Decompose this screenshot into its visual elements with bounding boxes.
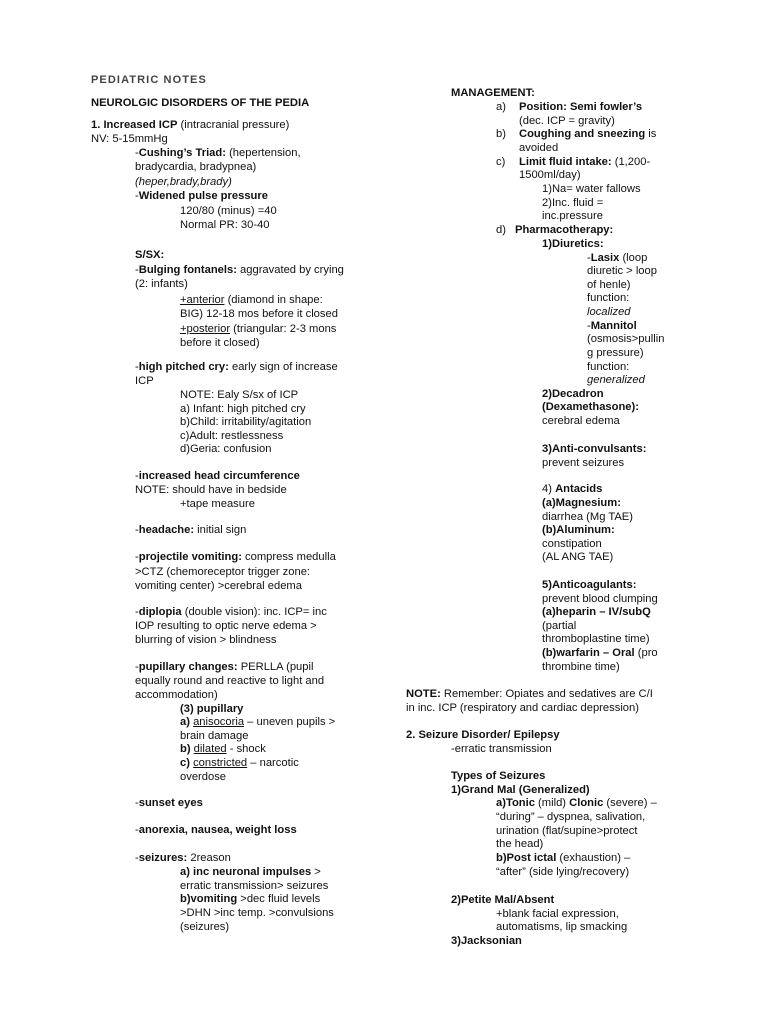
text-run: is (645, 128, 657, 140)
text-run: - (135, 361, 139, 373)
page-header: PEDIATRIC NOTES (91, 74, 207, 86)
right-line-inc-pressure (542, 210, 603, 224)
text-run: accommodation) (135, 689, 218, 701)
left-line-anorexia-nausea-weight-loss (135, 824, 297, 838)
text-run: c) (180, 757, 190, 769)
left-line-b-vomiting-dec-fluid-levels (180, 893, 320, 907)
text-run: c)Adult: restlessness (180, 430, 284, 442)
left-line-brain-damage (180, 730, 248, 744)
text-run: 2)Inc. fluid = (542, 197, 604, 209)
right-line-after-side-lying-recovery (496, 866, 629, 880)
text-run: Remember: Opiates and sedatives are C/I (440, 688, 653, 700)
text-run: (AL ANG TAE) (542, 551, 614, 563)
text-run: NV: 5-15mmHg (91, 133, 168, 145)
left-line-seizures-2reason (135, 852, 231, 866)
right-line-a-magnesium (542, 497, 621, 511)
text-run: IOP resulting to optic nerve edema > (135, 620, 317, 632)
text-run: (3) pupillary (180, 703, 244, 715)
text-run: 5)Anticoagulants: (542, 579, 637, 591)
text-run: NOTE: (406, 688, 441, 700)
text-run: 2)Petite Mal/Absent (451, 894, 555, 906)
text-run: - (135, 551, 139, 563)
text-run: -erratic transmission (451, 743, 552, 755)
right-line-b-warfarin-oral-pro (542, 647, 658, 661)
text-run: a) (496, 101, 506, 113)
left-line-high-pitched-cry-early-sign-of (135, 361, 338, 375)
text-run: aggravated by crying (236, 264, 344, 276)
left-line-normal-pr-30-40 (180, 219, 270, 233)
text-run: inc.pressure (542, 210, 603, 222)
text-run: projectile vomiting: (138, 551, 242, 563)
right-line-diarrhea-mg-tae (542, 511, 633, 525)
text-run: a)Tonic (496, 797, 535, 809)
text-run: (a)Magnesium: (542, 497, 621, 509)
text-run: 1500ml/day) (519, 169, 581, 181)
left-line-bradycardia-bradypnea (135, 161, 256, 175)
text-run: diarrhea (Mg TAE) (542, 511, 633, 523)
text-run: >CTZ (chemoreceptor trigger zone: (135, 566, 311, 578)
right-line-partial (542, 620, 576, 634)
text-run: headache: (138, 524, 195, 536)
left-line-cushing-s-triad-hepertension (135, 147, 301, 161)
text-run: +blank facial expression, (496, 908, 619, 920)
text-run: - (587, 252, 591, 264)
left-line-headache-initial-sign (135, 524, 246, 538)
left-line-diplopia-double-vision-inc-icp (135, 606, 327, 620)
left-line-b-child-irritability-agitation (180, 416, 311, 430)
text-run: >dec fluid levels (237, 893, 321, 905)
text-run: (triangular: 2-3 mons (230, 323, 337, 335)
text-run: S/SX: (135, 249, 165, 261)
left-line-accommodation (135, 689, 218, 703)
text-run: “during” – dyspnea, salivation, (496, 811, 646, 823)
text-run: compress medulla (241, 551, 336, 563)
left-line-s-sx (135, 249, 164, 263)
text-run: - (135, 852, 139, 864)
right-line-d (496, 224, 506, 238)
text-run: Bulging fontanels: (138, 264, 237, 276)
text-run: d)Geria: confusion (180, 443, 272, 455)
right-line-osmosis-pullin (587, 333, 664, 347)
right-line-function (587, 292, 629, 306)
text-run: avoided (519, 142, 559, 154)
left-line-icp (135, 375, 154, 389)
right-line-5-anticoagulants (542, 579, 636, 593)
text-run: - (135, 524, 139, 536)
text-run: BIG) 12-18 mos before it closed (180, 308, 338, 320)
left-line-before-it-closed (180, 337, 260, 351)
text-run: in inc. ICP (respiratory and cardiac depression) (406, 702, 639, 714)
text-run: prevent blood clumping (542, 593, 658, 605)
text-run: - (135, 147, 139, 159)
left-line-iop-resulting-to-optic-nerve-e (135, 620, 317, 634)
right-line-1500ml-day (519, 169, 581, 183)
text-run: diuretic > loop (587, 265, 657, 277)
text-run: initial sign (194, 524, 247, 536)
left-line-heper-brady-brady (135, 176, 232, 190)
left-line-blurring-of-vision-blindness (135, 634, 276, 648)
text-run: > (311, 866, 321, 878)
text-run: b) (180, 743, 191, 755)
text-run: 4) (542, 483, 556, 495)
left-line-neurolgic-disorders-of-the-ped (91, 97, 309, 111)
right-line-1-na-water-fallows (542, 183, 641, 197)
right-line-thromboplastine-time (542, 633, 650, 647)
right-line-function (587, 361, 629, 375)
right-line-cerebral-edema (542, 415, 620, 429)
text-run: constricted (193, 757, 248, 769)
left-line-bulging-fontanels-aggravated-b (135, 264, 344, 278)
text-run: Widened pulse pressure (138, 190, 268, 202)
right-line-automatisms-lip-smacking (496, 921, 627, 935)
text-run: – uneven pupils > (244, 716, 336, 728)
text-run: thrombine time) (542, 661, 620, 673)
left-line-increased-head-circumference (135, 470, 300, 484)
text-run: (mild) (534, 797, 570, 809)
right-line-2-petite-mal-absent (451, 894, 554, 908)
text-run: (b)Aluminum: (542, 524, 615, 536)
text-run: +tape measure (180, 498, 255, 510)
text-run: a) inc neuronal impulses (180, 866, 312, 878)
text-run: 1)Na= water fallows (542, 183, 641, 195)
text-run: cerebral edema (542, 415, 620, 427)
right-line-localized (587, 306, 631, 320)
left-line-widened-pulse-pressure (135, 190, 268, 204)
text-run: a) Infant: high pitched cry (180, 403, 306, 415)
right-line-g-pressure (587, 347, 644, 361)
text-run: generalized (587, 374, 645, 386)
text-run: function: (587, 292, 630, 304)
text-run: (1,200- (611, 156, 651, 168)
right-line-urination-flat-supine-protect (496, 825, 637, 839)
text-run: of henle) (587, 279, 631, 291)
text-run: - (135, 661, 139, 673)
right-line-generalized (587, 374, 645, 388)
right-line-types-of-seizures (451, 770, 545, 784)
text-run: pupillary changes: (138, 661, 238, 673)
right-line-in-inc-icp-respiratory-and-car (406, 702, 639, 716)
left-line-b-dilated-shock (180, 743, 266, 757)
text-run: anisocoria (193, 716, 245, 728)
right-line-dec-icp-gravity (519, 115, 615, 129)
right-line-al-ang-tae (542, 551, 613, 565)
text-run: seizures: (138, 852, 188, 864)
right-line-blank-facial-expression (496, 908, 619, 922)
text-run: (seizures) (180, 921, 230, 933)
text-run: - (135, 190, 139, 202)
text-run: +posterior (180, 323, 231, 335)
left-line-anterior-diamond-in-shape (180, 294, 323, 308)
left-line-vomiting-center-cerebral-edema (135, 580, 302, 594)
text-run: erratic transmission> seizures (180, 880, 329, 892)
left-line-2-infants (135, 278, 188, 292)
text-run: function: (587, 361, 630, 373)
right-line-of-henle (587, 279, 631, 293)
text-run: Cushing’s Triad: (138, 147, 226, 159)
right-line-limit-fluid-intake-1-200 (519, 156, 650, 170)
text-run: (Dexamethasone): (542, 401, 639, 413)
right-line-note-remember-opiates-and-seda (406, 688, 653, 702)
right-line-dexamethasone (542, 401, 639, 415)
left-line-projectile-vomiting-compress-m (135, 551, 336, 565)
left-line-1-increased-icp-intracranial-p (91, 119, 289, 133)
right-line-a-heparin-iv-subq (542, 606, 651, 620)
text-run: before it closed) (180, 337, 260, 349)
text-run: MANAGEMENT: (451, 87, 535, 99)
text-run: NEUROLGIC DISORDERS OF THE PEDIA (91, 97, 310, 109)
right-line-b-aluminum (542, 524, 615, 538)
right-line-during-dyspnea-salivation (496, 811, 645, 825)
left-line-c-constricted-narcotic (180, 757, 299, 771)
text-run: (hepertension, (225, 147, 301, 159)
right-line-b-post-ictal-exhaustion (496, 852, 630, 866)
right-line-prevent-blood-clumping (542, 593, 658, 607)
text-run: b) (496, 128, 506, 140)
text-run: prevent seizures (542, 457, 625, 469)
text-run: Antacids (555, 483, 603, 495)
text-run: - (135, 797, 139, 809)
right-line-position-semi-fowler-s (519, 101, 642, 115)
text-run: - (135, 824, 139, 836)
left-line-a-inc-neuronal-impulses (180, 866, 321, 880)
right-line-3-jacksonian (451, 935, 522, 949)
text-run: (heper,brady,brady) (135, 176, 232, 188)
text-run: c) (496, 156, 506, 168)
text-run: - (135, 470, 139, 482)
text-run: b)Child: irritability/agitation (180, 416, 312, 428)
text-run: (loop (619, 252, 648, 264)
right-line-a (496, 101, 506, 115)
text-run: Limit fluid intake: (519, 156, 612, 168)
text-run: constipation (542, 538, 602, 550)
right-line-1-diuretics (542, 238, 604, 252)
text-run: anorexia, nausea, weight loss (138, 824, 297, 836)
right-line-b (496, 128, 506, 142)
text-run: - (135, 264, 139, 276)
text-run: vomiting center) >cerebral edema (135, 580, 302, 592)
text-run: increased head circumference (138, 470, 300, 482)
left-line-note-should-have-in-bedside (135, 484, 287, 498)
text-run: brain damage (180, 730, 249, 742)
text-run: Normal PR: 30-40 (180, 219, 270, 231)
right-line-thrombine-time (542, 661, 620, 675)
text-run: (partial (542, 620, 577, 632)
text-run: 3)Anti-convulsants: (542, 443, 647, 455)
left-line-120-80-minus-40 (180, 205, 277, 219)
left-line-nv-5-15mmhg (91, 133, 168, 147)
text-run: high pitched cry: (138, 361, 229, 373)
right-line-erratic-transmission (451, 743, 552, 757)
text-run: sunset eyes (138, 797, 203, 809)
right-line-2-seizure-disorder-epilepsy (406, 729, 560, 743)
right-line-coughing-and-sneezing-is (519, 128, 656, 142)
right-line-2-inc-fluid (542, 197, 603, 211)
left-line-a-infant-high-pitched-cry (180, 403, 306, 417)
text-run: (pro (634, 647, 658, 659)
left-line-erratic-transmission-seizures (180, 880, 328, 894)
left-line-ctz-chemoreceptor-trigger-zone (135, 566, 310, 580)
right-line-a-tonic-mild-clonic-severe (496, 797, 657, 811)
text-run: 2. Seizure Disorder/ Epilepsy (406, 729, 560, 741)
text-run: 1)Diuretics: (542, 238, 604, 250)
text-run: dilated (193, 743, 227, 755)
text-run: b)Post ictal (496, 852, 557, 864)
text-run: (b)warfarin – Oral (542, 647, 635, 659)
left-line-tape-measure (180, 498, 255, 512)
right-line-3-anti-convulsants (542, 443, 646, 457)
text-run: PERLLA (pupil (237, 661, 314, 673)
text-run: (osmosis>pullin (587, 333, 665, 345)
text-run: the head) (496, 838, 544, 850)
left-line-a-anisocoria-uneven-pupils (180, 716, 335, 730)
text-run: urination (flat/supine>protect (496, 825, 638, 837)
right-line-constipation (542, 538, 602, 552)
text-run: 1. Increased ICP (91, 119, 178, 131)
text-run: bradycardia, bradypnea) (135, 161, 257, 173)
text-run: 2)Decadron (542, 388, 604, 400)
text-run: blurring of vision > blindness (135, 634, 277, 646)
right-line-management (451, 87, 535, 101)
right-line-pharmacotherapy (515, 224, 613, 238)
right-line-2-decadron (542, 388, 604, 402)
text-run: 2reason (187, 852, 231, 864)
text-run: diplopia (138, 606, 182, 618)
text-run: (exhaustion) – (556, 852, 631, 864)
text-run: Lasix (590, 252, 620, 264)
left-line-posterior-triangular-2-3-mons (180, 323, 336, 337)
left-line-equally-round-and-reactive-to- (135, 675, 324, 689)
right-line-c (496, 156, 505, 170)
text-run: (diamond in shape: (224, 294, 323, 306)
left-line-sunset-eyes (135, 797, 203, 811)
text-run: Position: Semi fowler’s (519, 101, 643, 113)
text-run: NOTE: should have in bedside (135, 484, 287, 496)
left-line-c-adult-restlessness (180, 430, 283, 444)
right-line-lasix-loop (587, 252, 647, 266)
text-run: automatisms, lip smacking (496, 921, 628, 933)
right-line-diuretic-loop (587, 265, 657, 279)
text-run: a) (180, 716, 190, 728)
text-run: (intracranial pressure) (177, 119, 290, 131)
right-line-prevent-seizures (542, 457, 624, 471)
text-run: NOTE: Ealy S/sx of ICP (180, 389, 299, 401)
left-line-d-geria-confusion (180, 443, 271, 457)
right-line-1-grand-mal-generalized (451, 784, 590, 798)
left-line-note-ealy-s-sx-of-icp (180, 389, 298, 403)
left-line-dhn-inc-temp-convulsions (180, 907, 334, 921)
right-line-the-head (496, 838, 543, 852)
left-line-pupillary-changes-perlla-pupil (135, 661, 313, 675)
left-line-overdose (180, 771, 226, 785)
left-line-3-pupillary (180, 703, 243, 717)
text-run: thromboplastine time) (542, 633, 650, 645)
right-line-4-antacids (542, 483, 602, 497)
left-line-seizures (180, 921, 229, 935)
text-run: (a)heparin – IV/subQ (542, 606, 651, 618)
left-line-big-12-18-mos-before-it-closed (180, 308, 338, 322)
text-run: - shock (226, 743, 266, 755)
text-run: - (587, 320, 591, 332)
text-run: Types of Seizures (451, 770, 546, 782)
text-run: d) (496, 224, 506, 236)
right-line-avoided (519, 142, 558, 156)
text-run: 1)Grand Mal (Generalized) (451, 784, 590, 796)
text-run: localized (587, 306, 631, 318)
text-run: (double vision): inc. ICP= inc (181, 606, 327, 618)
text-run: >DHN >inc temp. >convulsions (180, 907, 334, 919)
text-run: Coughing and sneezing (519, 128, 646, 140)
text-run: (2: infants) (135, 278, 188, 290)
text-run: “after” (side lying/recovery) (496, 866, 630, 878)
text-run: equally round and reactive to light and (135, 675, 325, 687)
text-run: - (135, 606, 139, 618)
text-run: early sign of increase (228, 361, 338, 373)
text-run: Clonic (569, 797, 604, 809)
text-run: ICP (135, 375, 154, 387)
text-run: overdose (180, 771, 227, 783)
text-run: Mannitol (590, 320, 637, 332)
text-run: 120/80 (minus) =40 (180, 205, 277, 217)
text-run: – narcotic (247, 757, 299, 769)
text-run: g pressure) (587, 347, 644, 359)
text-run: 3)Jacksonian (451, 935, 522, 947)
text-run: (dec. ICP = gravity) (519, 115, 615, 127)
text-run: +anterior (180, 294, 225, 306)
text-run: Pharmacotherapy: (515, 224, 614, 236)
text-run: (severe) – (603, 797, 657, 809)
text-run: b)vomiting (180, 893, 238, 905)
right-line-mannitol (587, 320, 637, 334)
